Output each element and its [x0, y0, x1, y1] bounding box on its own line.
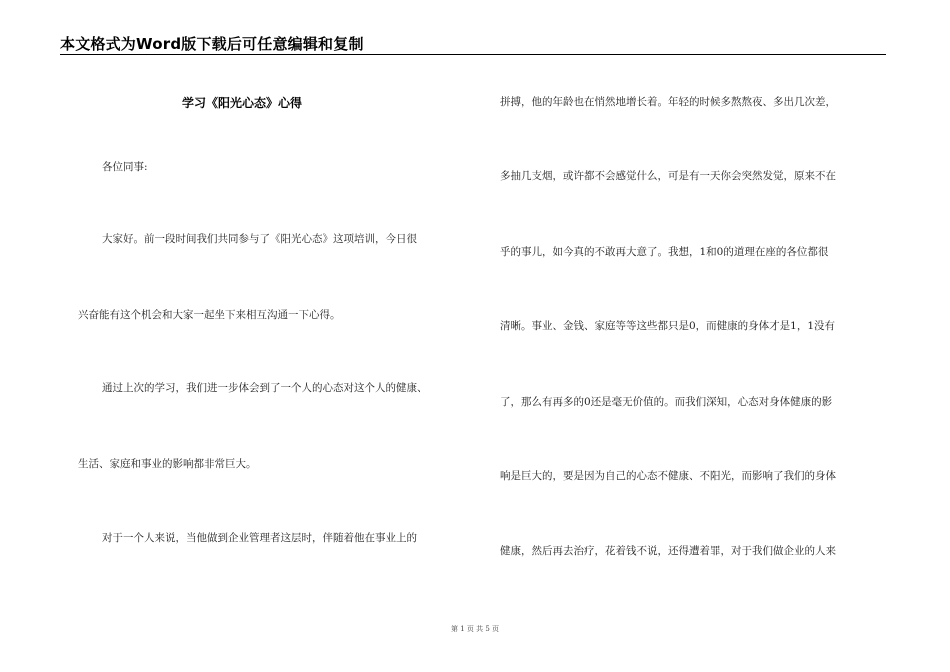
document-title: 学习《阳光心态》心得: [182, 96, 303, 110]
left-paragraph-line: 兴奋能有这个机会和大家一起坐下来相互沟通一下心得。: [78, 309, 341, 321]
header-divider: [60, 54, 886, 55]
right-paragraph-line: 清晰。事业、金钱、家庭等等这些都只是0，而健康的身体才是1，1没有: [500, 320, 836, 332]
left-paragraph-line: 通过上次的学习，我们进一步体会到了一个人的心态对这个人的健康、: [102, 382, 428, 394]
left-paragraph-line: 大家好。前一段时间我们共同参与了《阳光心态》这项培训，今日很: [102, 233, 417, 245]
right-paragraph-line: 健康，然后再去治疗，花着钱不说，还得遭着罪，对于我们做企业的人来: [500, 545, 836, 557]
right-paragraph-line: 拼搏，他的年龄也在悄然地增长着。年轻的时候多熬熬夜、多出几次差，: [500, 96, 836, 108]
right-paragraph-line: 响是巨大的，要是因为自己的心态不健康、不阳光，而影响了我们的身体: [500, 470, 836, 482]
left-paragraph-line: 生活、家庭和事业的影响都非常巨大。: [78, 458, 257, 470]
right-paragraph-line: 乎的事儿，如今真的不敢再大意了。我想，1和0的道理在座的各位都很: [500, 246, 829, 258]
right-paragraph-line: 了，那么有再多的0还是毫无价值的。而我们深知，心态对身体健康的影: [500, 396, 833, 408]
right-paragraph-line: 多抽几支烟，或许都不会感觉什么，可是有一天你会突然发觉，原来不在: [500, 170, 836, 182]
page-number: 第 1 页 共 5 页: [450, 625, 500, 633]
left-paragraph-line: 对于一个人来说，当他做到企业管理者这层时，伴随着他在事业上的: [102, 532, 417, 544]
header-title: 本文格式为Word版下载后可任意编辑和复制: [60, 35, 364, 53]
left-paragraph-line: 各位同事:: [102, 161, 148, 173]
